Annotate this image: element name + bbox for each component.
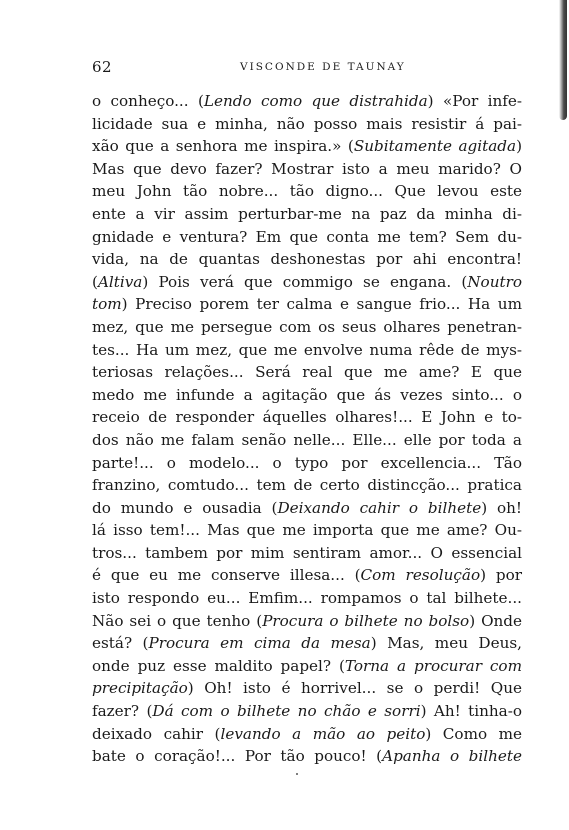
text-line <box>92 339 522 362</box>
stage-direction: Com resolução <box>360 566 481 585</box>
text-run: dos não me falam senão nelle... Elle... elle por toda a <box>92 430 522 449</box>
text-line <box>92 429 522 452</box>
text-run: lá isso tem!... Mas que me importa que me ame? Ou- <box>92 521 522 540</box>
text-line <box>92 90 522 113</box>
text-run: deixado cahir ( <box>92 724 221 743</box>
text-run: medo me infunde a agitação que ás vezes sinto... o <box>92 385 522 404</box>
text-line <box>92 677 522 700</box>
text-run: ) <box>516 137 522 156</box>
stage-direction: Subitamente agitada <box>353 137 517 156</box>
text-run: teriosas relações... Será real que me ame? E que <box>92 363 522 382</box>
text-run: fazer? ( <box>92 702 153 721</box>
text-run: ) «Por infe- <box>427 92 522 110</box>
body-text <box>92 90 522 768</box>
text-line <box>92 406 522 429</box>
stage-direction: Torna a procurar com <box>344 656 522 675</box>
text-run: vida, na de quantas deshonestas por ahi encontra! <box>92 250 522 269</box>
text-line <box>92 316 522 339</box>
page-edge-shadow <box>559 0 567 120</box>
text-line <box>92 632 522 655</box>
running-head: VISCONDE DE TAUNAY <box>240 61 406 73</box>
text-run: meu John tão nobre... tão digno... Que levou este <box>92 182 522 201</box>
text-line <box>92 293 522 316</box>
text-line <box>92 203 522 226</box>
page-number: 62 <box>92 58 113 76</box>
stage-direction: Deixando cahir o bilhete <box>277 498 482 517</box>
text-run: ) Preciso porem ter calma e sangue frio... Ha um <box>121 295 522 314</box>
text-line <box>92 452 522 475</box>
text-line <box>92 655 522 678</box>
text-run: está? ( <box>92 634 149 653</box>
page-speck <box>296 773 298 775</box>
text-line <box>92 113 522 136</box>
text-run: xão que a senhora me inspira.» ( <box>92 137 354 156</box>
text-line <box>92 564 522 587</box>
text-run: gnidade e ventura? Em que conta me tem? Sem du- <box>92 227 522 246</box>
stage-direction: Noutro <box>467 272 522 291</box>
text-line <box>92 226 522 249</box>
stage-direction: tom <box>92 295 122 314</box>
text-line <box>92 248 522 271</box>
text-line <box>92 158 522 181</box>
text-run: ( <box>92 272 98 291</box>
text-line <box>92 361 522 384</box>
text-run: do mundo e ousadia ( <box>92 498 278 517</box>
stage-direction: Procura em cima da mesa <box>148 634 371 653</box>
text-run: licidade sua e minha, não posso mais resistir á pai- <box>92 114 522 133</box>
text-line <box>92 587 522 610</box>
text-run: ) Mas, meu Deus, <box>370 634 523 653</box>
text-run: onde puz esse maldito papel? ( <box>92 656 345 675</box>
text-line <box>92 474 522 497</box>
text-run: Não sei o que tenho ( <box>92 611 263 630</box>
text-line <box>92 723 522 746</box>
stage-direction: precipitação <box>92 679 188 698</box>
text-line <box>92 542 522 565</box>
text-run: receio de responder áquelles olhares!... E John e to- <box>92 408 522 427</box>
stage-direction: Apanha o bilhete <box>382 747 522 766</box>
text-run: isto respondo eu... Emfim... rompamos o tal bilhete... <box>92 589 522 608</box>
text-run: ) oh! <box>481 498 522 517</box>
text-run: o conheço... ( <box>92 92 204 110</box>
text-run: ) por <box>480 566 522 585</box>
stage-direction: Lendo como que distrahida <box>203 92 428 110</box>
text-line <box>92 497 522 520</box>
text-run: ) Onde <box>469 611 523 630</box>
text-run: ) Oh! isto é horrivel... se o perdi! Que <box>187 679 522 698</box>
text-run: Mas que devo fazer? Mostrar isto a meu marido? O <box>92 159 522 178</box>
stage-direction: levando a mão ao peito <box>220 724 426 743</box>
text-run: ) Pois verá que commigo se engana. ( <box>142 272 468 291</box>
stage-direction: Procura o bilhete no bolso <box>262 611 470 630</box>
text-line <box>92 180 522 203</box>
text-line <box>92 700 522 723</box>
text-run: tros... tambem por mim sentiram amor... O essencial <box>92 543 522 562</box>
text-run: ) Ah! tinha-o <box>420 702 522 721</box>
text-line <box>92 384 522 407</box>
text-run: tes... Ha um mez, que me envolve numa rêde de mys- <box>92 340 522 359</box>
text-line <box>92 135 522 158</box>
text-line <box>92 271 522 294</box>
text-run: franzino, comtudo... tem de certo distincção... pratica <box>92 476 522 495</box>
text-run: bate o coração!... Por tão pouco! ( <box>92 747 383 766</box>
stage-direction: Dá com o bilhete no chão e sorri <box>152 702 421 721</box>
text-line <box>92 745 522 768</box>
stage-direction: Altiva <box>97 272 143 291</box>
text-run: ) Como me <box>425 724 523 743</box>
text-run: é que eu me conserve illesa... ( <box>92 566 361 585</box>
text-line <box>92 610 522 633</box>
text-line <box>92 519 522 542</box>
text-run: ente a vir assim perturbar-me na paz da minha di- <box>92 204 522 223</box>
text-run: mez, que me persegue com os seus olhares penetran- <box>92 317 522 336</box>
text-run: parte!... o modelo... o typo por excellencia... Tão <box>92 453 522 472</box>
